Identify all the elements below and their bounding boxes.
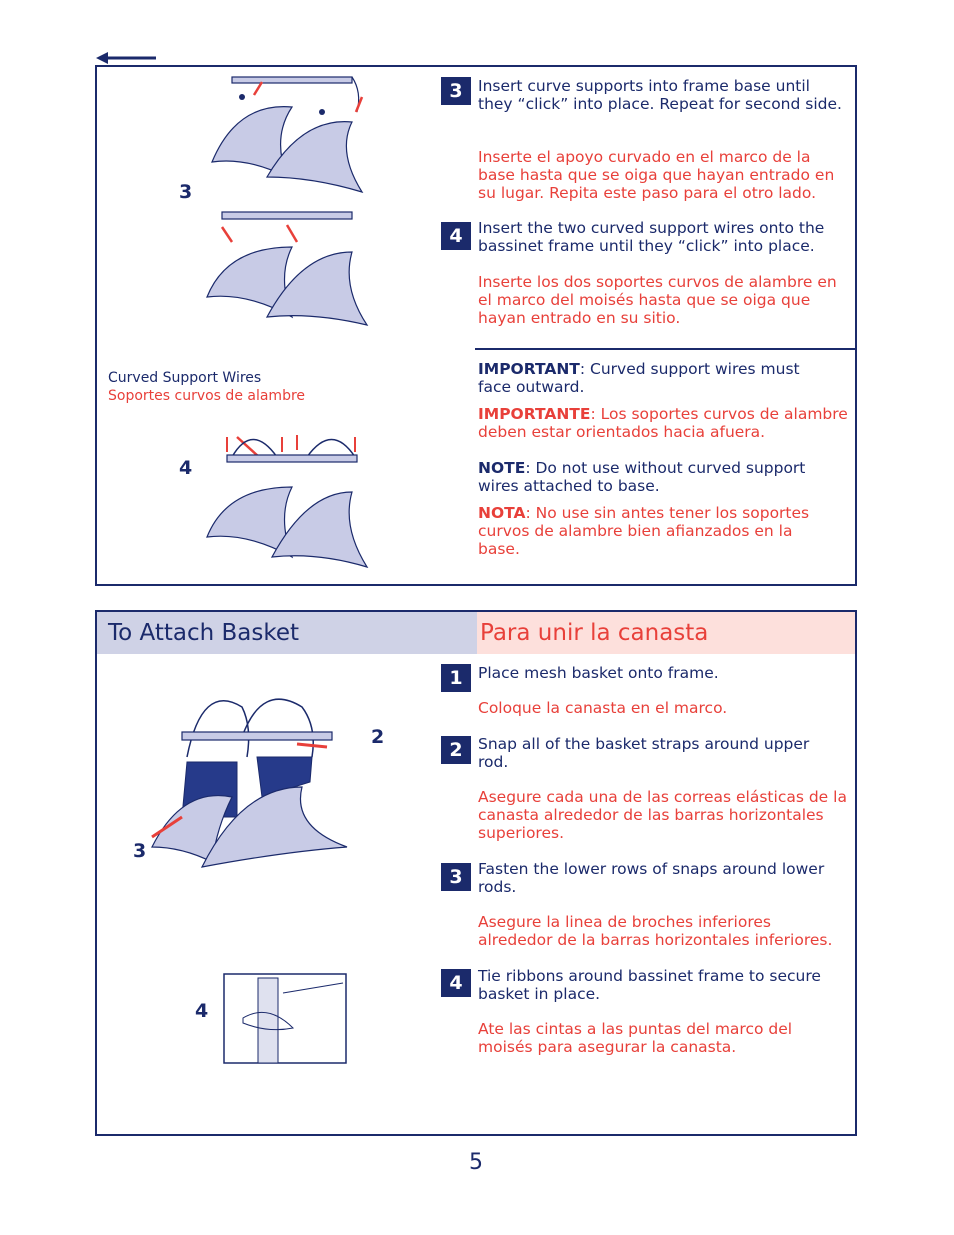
section-divider <box>475 348 857 350</box>
step-4-text-en: Insert the two curved support wires onto the bassinet frame until they “click” into place. <box>478 219 825 255</box>
basket-step-number-1: 1 <box>441 664 471 692</box>
basket-step-number-4: 4 <box>441 969 471 997</box>
step-number-3: 3 <box>441 77 471 105</box>
nota-note: NOTA: No use sin antes tener los soportes curvos de alambre bien afianzados en la base. <box>478 504 810 558</box>
back-arrow-icon <box>94 50 158 66</box>
curved-wires-illustration <box>197 407 387 582</box>
curved-wires-label-es: Soportes curvos de alambre <box>108 388 306 404</box>
basket-step-number-3: 3 <box>441 863 471 891</box>
basket-step-3-text-es: Asegure la linea de broches inferiores alrededor de la barras horizontales inferiores. <box>478 913 833 949</box>
step-number-4: 4 <box>441 222 471 250</box>
basket-illustration <box>142 687 362 882</box>
figure-label-4: 4 <box>179 457 193 479</box>
figure-label-3: 3 <box>179 181 193 203</box>
basket-step-4-text-en: Tie ribbons around bassinet frame to secure basket in place. <box>478 967 821 1003</box>
basket-step-2-text-en: Snap all of the basket straps around upper rod. <box>478 735 810 771</box>
section-title-es: Para unir la canasta <box>477 612 855 654</box>
step-4-text-es: Inserte los dos soportes curvos de alambre en el marco del moisés hasta que se oiga que hayan entrado en su sitio. <box>478 273 837 327</box>
figure-label-2: 2 <box>371 726 385 748</box>
basket-step-4-text-es: Ate las cintas a las puntas del marco del moisés para asegurar la canasta. <box>478 1020 793 1056</box>
important-note: IMPORTANT: Curved support wires must face outward. <box>478 360 800 396</box>
figure-label-4b: 4 <box>195 1000 209 1022</box>
step-3-text-en: Insert curve supports into frame base until they “click” into place. Repeat for second side. <box>478 77 842 113</box>
rocker-frame-illustration-middle <box>192 207 382 337</box>
step-3-text-es: Inserte el apoyo curvado en el marco de la base hasta que se oiga que hayan entrado en su lugar. Repita este paso para el otro lado. <box>478 148 835 202</box>
basket-step-2-text-es: Asegure cada una de las correas elásticas de la canasta alrededor de las barras horizontales superiores. <box>478 788 847 842</box>
assembly-panel <box>95 65 857 586</box>
importante-note: IMPORTANTE: Los soportes curvos de alambre deben estar orientados hacia afuera. <box>478 405 848 441</box>
attach-basket-panel <box>95 610 857 1136</box>
curved-wires-label-en: Curved Support Wires <box>108 370 262 386</box>
basket-step-1-text-es: Coloque la canasta en el marco. <box>478 699 728 717</box>
section-title-en: To Attach Basket <box>97 612 477 654</box>
figure-label-3b: 3 <box>133 840 147 862</box>
use-note: NOTE: Do not use without curved support wires attached to base. <box>478 459 806 495</box>
rocker-frame-illustration-top <box>192 67 382 207</box>
page-number: 5 <box>469 1150 483 1175</box>
basket-step-number-2: 2 <box>441 736 471 764</box>
basket-step-3-text-en: Fasten the lower rows of snaps around lower rods. <box>478 860 825 896</box>
basket-step-1-text-en: Place mesh basket onto frame. <box>478 664 719 682</box>
ribbon-detail-illustration <box>223 973 347 1064</box>
